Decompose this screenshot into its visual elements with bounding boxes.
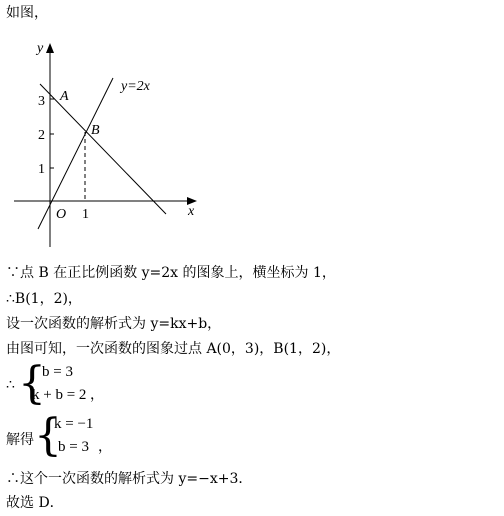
equation-system-2 bbox=[6, 410, 206, 464]
solution-line-3: 设一次函数的解析式为 y=kx+b， bbox=[6, 316, 222, 332]
solution-line-8: 故选 D． bbox=[6, 495, 64, 511]
solution-line-7: ∴这个一次函数的解析式为 y=−x+3． bbox=[6, 471, 253, 487]
coordinate-figure bbox=[0, 34, 220, 254]
point-a-label: A bbox=[60, 89, 69, 104]
system2-brace: { bbox=[34, 410, 62, 461]
y-axis-label: y bbox=[37, 41, 44, 56]
line-linear-function bbox=[40, 84, 166, 214]
system2-equation-1: k = −1 bbox=[54, 416, 94, 432]
line-y-2x bbox=[38, 78, 113, 229]
origin-label: O bbox=[56, 207, 67, 222]
line-y-2x-label: y=2x bbox=[121, 79, 150, 94]
system2-suffix: ， bbox=[98, 439, 112, 455]
system1-suffix: ， bbox=[90, 387, 104, 403]
solution-line-1: ∵点 B 在正比例函数 y=2x 的图象上，横坐标为 1， bbox=[6, 265, 336, 281]
x-tick-label-1: 1 bbox=[82, 207, 89, 222]
system1-equation-2: k + b = 2 bbox=[32, 387, 87, 403]
point-b-label: B bbox=[91, 123, 100, 138]
equation-system-1 bbox=[6, 358, 206, 412]
x-axis-label: x bbox=[188, 204, 195, 219]
system2-equation-2: b = 3 bbox=[58, 439, 89, 455]
solution-line-4: 由图可知，一次函数的图象过点 A(0，3)，B(1，2)， bbox=[6, 341, 341, 357]
y-tick-label-3: 3 bbox=[38, 94, 45, 109]
system1-brace: { bbox=[18, 358, 46, 409]
y-axis-arrow-icon bbox=[46, 43, 54, 53]
y-tick-label-2: 2 bbox=[38, 128, 45, 143]
system2-prefix: 解得 bbox=[6, 432, 34, 448]
intro-text: 如图， bbox=[6, 5, 48, 21]
system1-prefix: ∴ bbox=[6, 377, 15, 393]
system1-equation-1: b = 3 bbox=[42, 364, 73, 380]
y-tick-label-1: 1 bbox=[38, 162, 45, 177]
solution-line-2: ∴B(1，2)， bbox=[6, 291, 82, 307]
